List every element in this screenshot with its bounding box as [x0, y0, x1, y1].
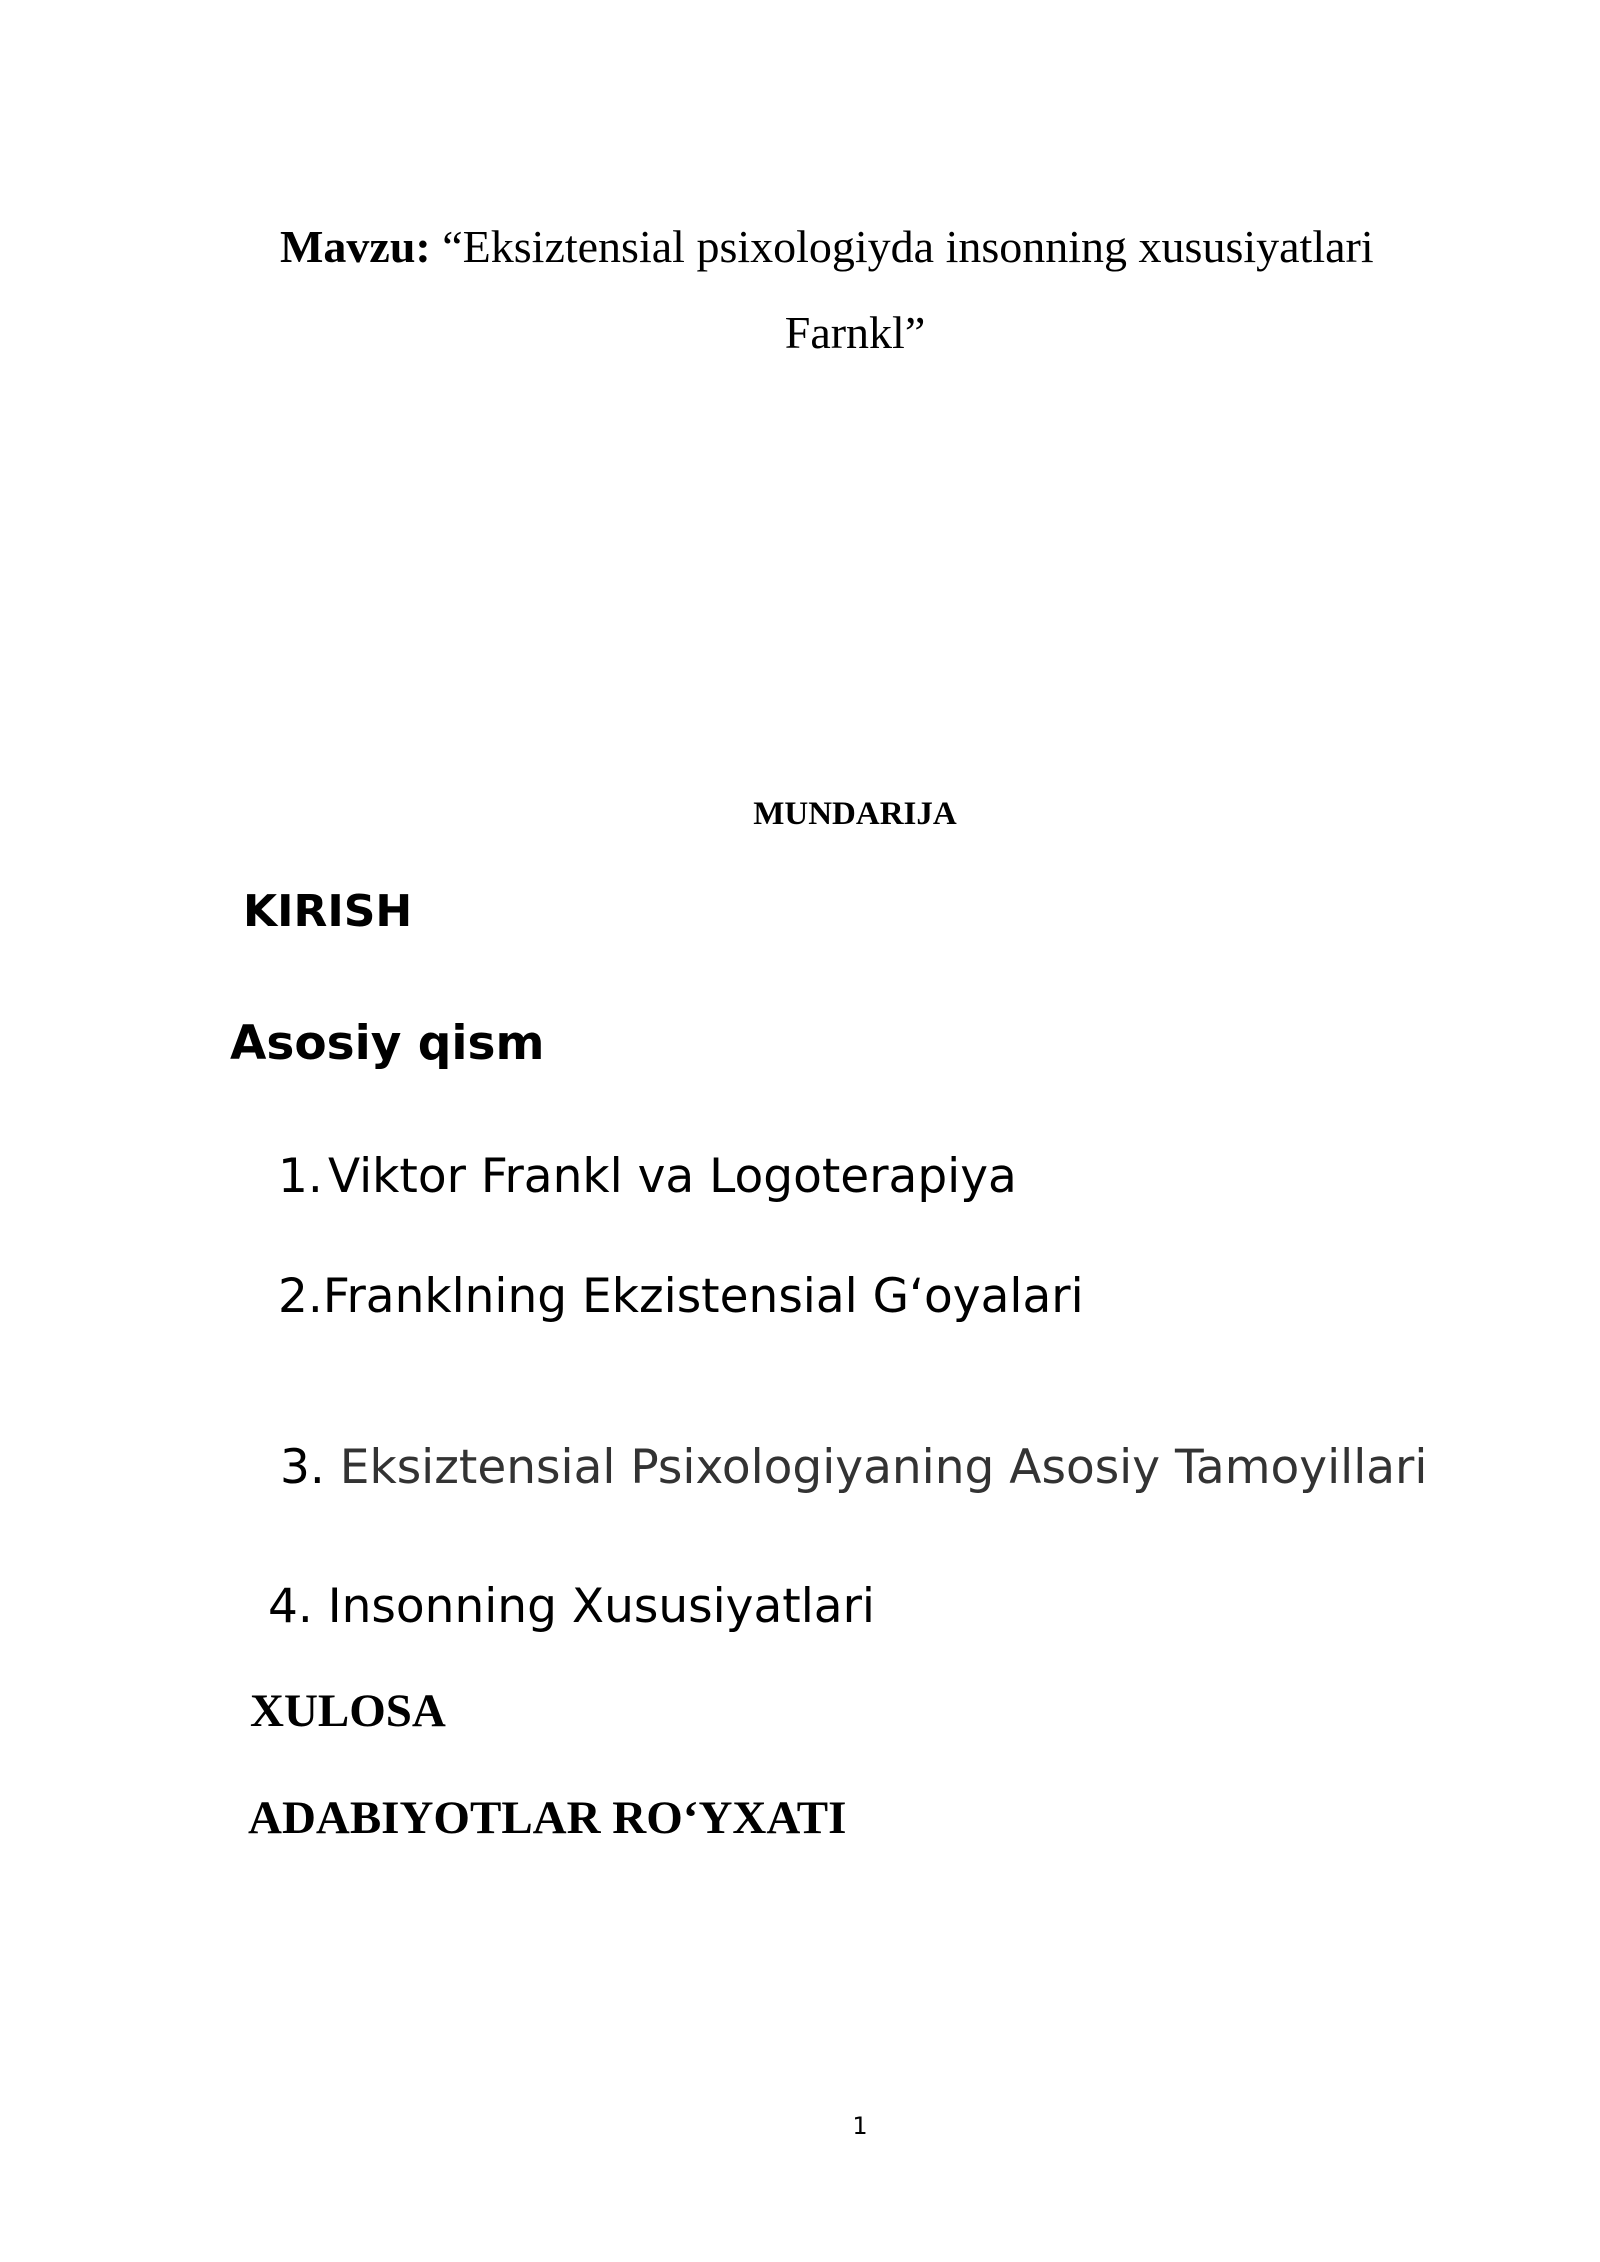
toc-item-text: Viktor Frankl va Logoterapiya	[328, 1149, 1017, 1204]
toc-references: ADABIYOTLAR RO‘YXATI	[248, 1792, 847, 1844]
toc-item-number: 3.	[280, 1440, 325, 1495]
toc-item-number: 4.	[268, 1579, 313, 1634]
toc-item-text: Eksiztensial Psixologiyaning Asosiy Tamoyillari	[324, 1440, 1428, 1495]
toc-main-part: Asosiy qism	[230, 1016, 545, 1071]
topic-title-line-1	[0, 221, 1600, 272]
toc-item-number: 2.	[278, 1269, 323, 1324]
topic-text: “Eksiztensial psixologiyda insonning xususiyatlari	[430, 221, 1374, 272]
toc-conclusion: XULOSA	[250, 1685, 446, 1737]
toc-item-1	[278, 1149, 1017, 1204]
toc-item-2	[278, 1269, 1084, 1324]
toc-intro: KIRISH	[243, 886, 413, 937]
toc-item-3	[280, 1440, 1428, 1495]
toc-item-4	[268, 1579, 875, 1634]
toc-item-number: 1.	[278, 1149, 323, 1204]
topic-label: Mavzu:	[280, 221, 431, 272]
toc-item-text: Insonning Xususiyatlari	[312, 1579, 875, 1634]
page-number: 1	[852, 2112, 868, 2140]
table-of-contents-heading: MUNDARIJA	[753, 796, 957, 832]
toc-item-text: Franklning Ekzistensial G‘oyalari	[322, 1269, 1084, 1324]
topic-title-line-2: Farnkl”	[784, 307, 926, 358]
